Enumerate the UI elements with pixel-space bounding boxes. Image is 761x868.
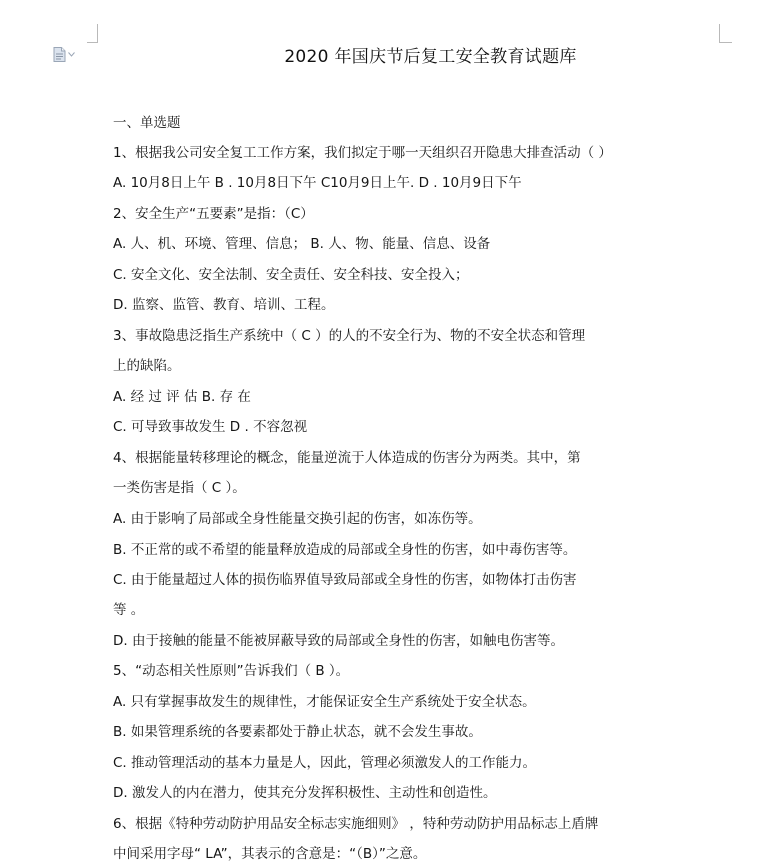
answer-option: A. 由于影响了局部或全身性能量交换引起的伤害，如冻伤等。: [113, 511, 482, 527]
answer-option: C. 推动管理活动的基本力量是人，因此，管理必须激发人的工作能力。: [113, 755, 537, 771]
page-title: 2020 年国庆节后复工安全教育试题库: [284, 47, 577, 67]
answer-options: A. 经 过 评 估 B. 存 在: [113, 389, 251, 405]
answer-option: A. 人、机、环境、管理、信息； B. 人、物、能量、信息、设备: [113, 236, 491, 252]
answer-option: B. 不正常的或不希望的能量释放造成的局部或全身性的伤害，如中毒伤害等。: [113, 542, 577, 558]
question-text: 一类伤害是指（ C ）。: [113, 480, 246, 496]
question-text: 5、“动态相关性原则”告诉我们（ B ）。: [113, 663, 350, 679]
crop-mark-top-left: [87, 24, 98, 43]
question-text: 1、根据我公司安全复工工作方案，我们拟定于哪一天组织召开隐患大排查活动（ ）: [113, 145, 612, 161]
answer-options: C. 可导致事故发生 D . 不容忽视: [113, 419, 308, 435]
question-text: 3、事故隐患泛指生产系统中（ C ）的人的不安全行为、物的不安全状态和管理: [113, 328, 586, 344]
question-text: 中间采用字母“ LA”，其表示的含意是：“（B）”之意。: [113, 846, 427, 862]
answer-option: A. 只有掌握事故发生的规律性，才能保证安全生产系统处于安全状态。: [113, 694, 536, 710]
answer-option: B. 如果管理系统的各要素都处于静止状态，就不会发生事故。: [113, 724, 482, 740]
question-text: 2、安全生产“五要素”是指：（C）: [113, 206, 314, 222]
answer-option: D. 由于接触的能量不能被屏蔽导致的局部或全身性的伤害，如触电伤害等。: [113, 633, 564, 649]
answer-option: 等 。: [113, 602, 145, 618]
question-text: 上的缺陷。: [113, 358, 181, 374]
answer-option: D. 监察、监管、教育、培训、工程。: [113, 297, 335, 313]
question-text: 4、根据能量转移理论的概念，能量逆流于人体造成的伤害分为两类。其中，第: [113, 450, 581, 466]
crop-mark-top-right: [719, 24, 732, 43]
answer-options: A. 10月8日上午 B . 10月8日下午 C10月9日上午. D . 10月9日下午: [113, 175, 522, 191]
answer-option: C. 由于能量超过人体的损伤临界值导致局部或全身性的伤害，如物体打击伤害: [113, 572, 577, 588]
answer-option: D. 激发人的内在潜力，使其充分发挥积极性、主动性和创造性。: [113, 785, 497, 801]
answer-option: C. 安全文化、安全法制、安全责任、安全科技、安全投入；: [113, 267, 469, 283]
question-text: 6、根据《特种劳动防护用品安全标志实施细则》 ，特种劳动防护用品标志上盾牌: [113, 816, 599, 832]
section-heading: 一、单选题: [113, 115, 181, 131]
